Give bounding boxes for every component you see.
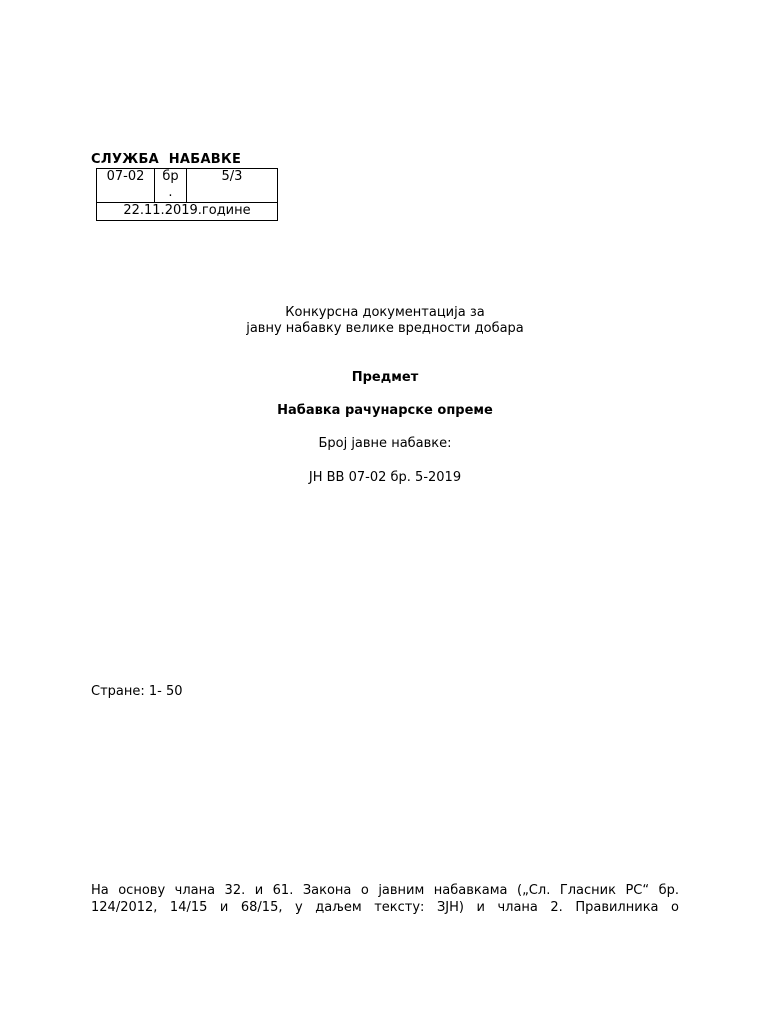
reference-br-label: бр .	[155, 169, 187, 203]
page-count: Стране: 1- 50	[91, 684, 183, 699]
reference-code: 07-02	[97, 169, 155, 203]
subject-label: Предмет	[351, 370, 419, 385]
reference-number: 5/3	[187, 169, 278, 203]
reference-box	[96, 168, 278, 221]
procurement-number-label: Број јавне набавке:	[318, 436, 452, 451]
procurement-number-value: ЈН ВВ 07-02 бр. 5-2019	[308, 470, 462, 485]
reference-date: 22.11.2019.године	[97, 203, 278, 221]
body-paragraph	[91, 882, 679, 916]
title-line-2: јавну набавку велике вредности добара	[246, 321, 524, 336]
subject-value: Набавка рачунарске опреме	[277, 403, 493, 418]
paragraph-line-2: 124/2012, 14/15 и 68/15, у даљем тексту: ЗЈН) и члана 2. Правилника о	[91, 900, 679, 915]
paragraph-line-1: На основу члана 32. и 61. Закона о јавним набавкама („Сл. Гласник РС“ бр.	[91, 883, 679, 898]
department-heading: СЛУЖБА НАБАВКЕ	[91, 152, 242, 167]
title-line-1: Конкурсна документација за	[285, 305, 485, 320]
